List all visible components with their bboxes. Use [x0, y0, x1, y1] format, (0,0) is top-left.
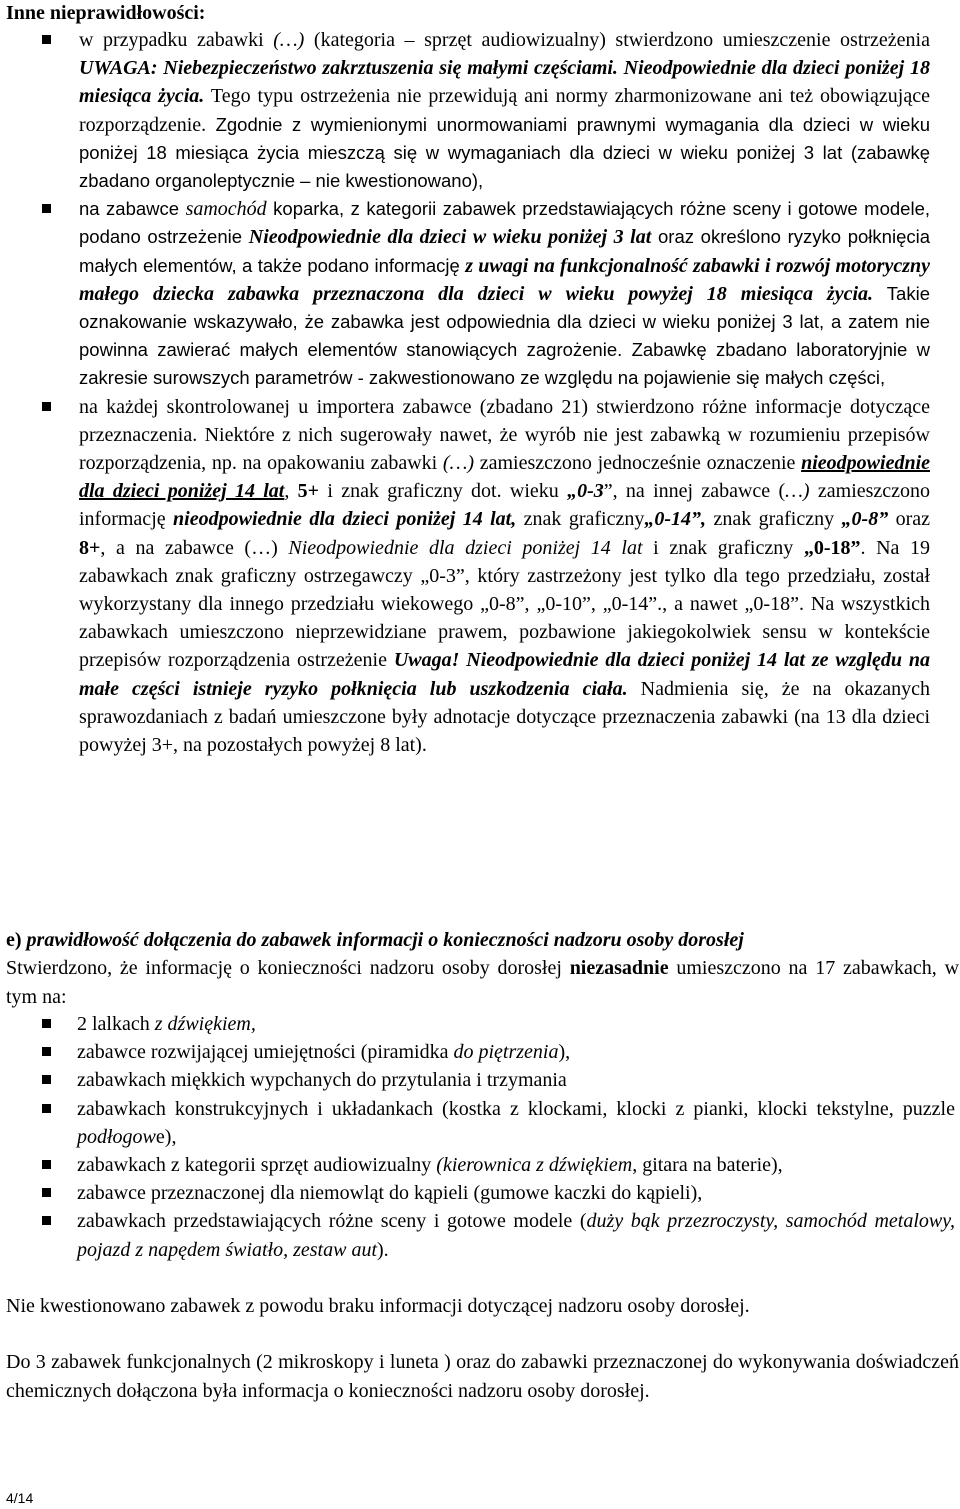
page-number: 4/14 — [6, 1490, 34, 1506]
square-bullet-icon — [42, 1075, 51, 1084]
list-item — [0, 1151, 955, 1179]
list-item-text: 2 lalkach z dźwiękiem, — [77, 1013, 256, 1035]
paragraph-not-questioned: Nie kwestionowano zabawek z powodu braku informacji dotyczącej nadzoru osoby dorosłej. — [6, 1295, 750, 1317]
section-e-title: e) prawidłowość dołączenia do zabawek informacji o konieczności nadzoru osoby dorosłej — [6, 929, 744, 951]
list-item — [0, 1179, 955, 1207]
list-item — [0, 195, 930, 392]
section-e-intro: Stwierdzono, że informację o konieczności nadzoru osoby dorosłej niezasadnie umieszczono na 17 zabawkach, w tym na: — [6, 957, 960, 1008]
square-bullet-icon — [42, 1188, 51, 1197]
square-bullet-icon — [42, 1019, 51, 1028]
square-bullet-icon — [42, 1047, 51, 1056]
square-bullet-icon — [42, 204, 51, 213]
square-bullet-icon — [42, 1104, 51, 1113]
list-item-text: na zabawce samochód koparka, z kategorii zabawek przedstawiających różne sceny i gotowe modele, podano ostrzeżenie Nieodpowiednie dla dzieci w wieku poniżej 3 lat oraz określono ryzyko połknięcia małych elementów, a także podano informację z uwagi na funkcjonalność zabawki i rozwój motoryczny małego dziecka zabawka przeznaczona dla dzieci w wieku powyżej 18 miesiąca życia. Takie oznakowanie wskazywało, że zabawka jest odpowiednia dla dzieci w wieku poniżej 3 lat, a zatem nie powinna zawierać małych elementów stanowiących zagrożenie. Zabawkę zbadano laboratoryjnie w zakresie surowszych parametrów - zakwestionowano ze względu na pojawienie się małych części, — [79, 198, 931, 389]
section-heading: Inne nieprawidłowości: — [6, 2, 206, 24]
list-item-text: zabawkach z kategorii sprzęt audiowizualny (kierownica z dźwiękiem, gitara na baterie), — [77, 1154, 783, 1177]
list-item-text: zabawkach przedstawiających różne sceny i gotowe modele (duży bąk przezroczysty, samochód metalowy, pojazd z napędem światło, zestaw aut). — [77, 1210, 955, 1261]
list-item — [0, 393, 930, 760]
list-item — [0, 1207, 955, 1263]
list-item-text: w przypadku zabawki (…) (kategoria – sprzęt audiowizualny) stwierdzono umieszczenie ostrzeżenia UWAGA: Niebezpieczeństwo zakrztuszenia się małymi częściami. Nieodpowiednie dla dzieci poniżej 18 miesiąca życia. Tego typu ostrzeżenia nie przewidują ani normy zharmonizowane ani też obowiązujące rozporządzenie. Zgodnie z wymienionymi unormowaniami prawnymi wymagania dla dzieci w wieku poniżej 18 miesiąca życia mieszczą się w wymaganiach dla dzieci w wieku poniżej 3 lat (zabawkę zbadano organoleptycznie – nie kwestionowano), — [79, 29, 930, 192]
list-item-text: na każdej skontrolowanej u importera zabawce (zbadano 21) stwierdzono różne informacje dotyczące przeznaczenia. Niektóre z nich sugerowały nawet, że wyrób nie jest zabawką w rozumieniu przepisów rozporządzenia, np. na opakowaniu zabawki (…) zamieszczono jednocześnie oznaczenie nieodpowiednie dla dzieci poniżej 14 lat, 5+ i znak graficzny dot. wieku „0-3”, na innej zabawce (…) zamieszczono informację nieodpowiednie dla dzieci poniżej 14 lat, znak graficzny„0-14”, znak graficzny „0-8” oraz 8+, a na zabawce (…) Nieodpowiednie dla dzieci poniżej 14 lat i znak graficzny „0-18”. Na 19 zabawkach znak graficzny ostrzegawczy „0-3”, który zastrzeżony jest tylko dla tego przedziału, został wykorzystany dla innego przedziału wiekowego „0-8”, „0-10”, „0-14”., a nawet „0-18”. Na wszystkich zabawkach umieszczono nieprzewidziane prawem, pozbawione jakiegokolwiek sensu w kontekście przepisów rozporządzenia ostrzeżenie Uwaga! Nieodpowiednie dla dzieci poniżej 14 lat ze względu na małe części istnieje ryzyko połknięcia lub uszkodzenia ciała. Nadmienia się, że na okazanych sprawozdaniach z badań umieszczone były adnotacje dotyczące przeznaczenia zabawki (na 13 dla dzieci powyżej 3+, na pozostałych powyżej 8 lat). — [79, 395, 931, 757]
list-item — [0, 1038, 955, 1066]
list-item — [0, 1010, 955, 1038]
list-item — [0, 1066, 955, 1094]
list-item — [0, 1095, 955, 1151]
list-item-text: zabawce przeznaczonej dla niemowląt do kąpieli (gumowe kaczki do kąpieli), — [77, 1182, 703, 1205]
square-bullet-icon — [42, 1160, 51, 1169]
paragraph-functional-toys: Do 3 zabawek funkcjonalnych (2 mikroskopy i luneta ) oraz do zabawki przeznaczonej do wykonywania doświadczeń chemicznych dołączona była informacja o konieczności nadzoru osoby dorosłej. — [6, 1351, 959, 1402]
list-item-text: zabawce rozwijającej umiejętności (piramidka do piętrzenia), — [77, 1041, 571, 1064]
square-bullet-icon — [42, 1216, 51, 1225]
supervision-list — [0, 1010, 955, 1264]
list-item-text: zabawkach miękkich wypchanych do przytulania i trzymania — [77, 1069, 567, 1092]
square-bullet-icon — [42, 35, 51, 44]
irregularities-list — [0, 26, 930, 759]
square-bullet-icon — [42, 402, 51, 411]
list-item-text: zabawkach konstrukcyjnych i układankach (kostka z klockami, klocki z pianki, klocki tekstylne, puzzle podłogowe), — [77, 1097, 955, 1148]
list-item — [0, 26, 930, 195]
